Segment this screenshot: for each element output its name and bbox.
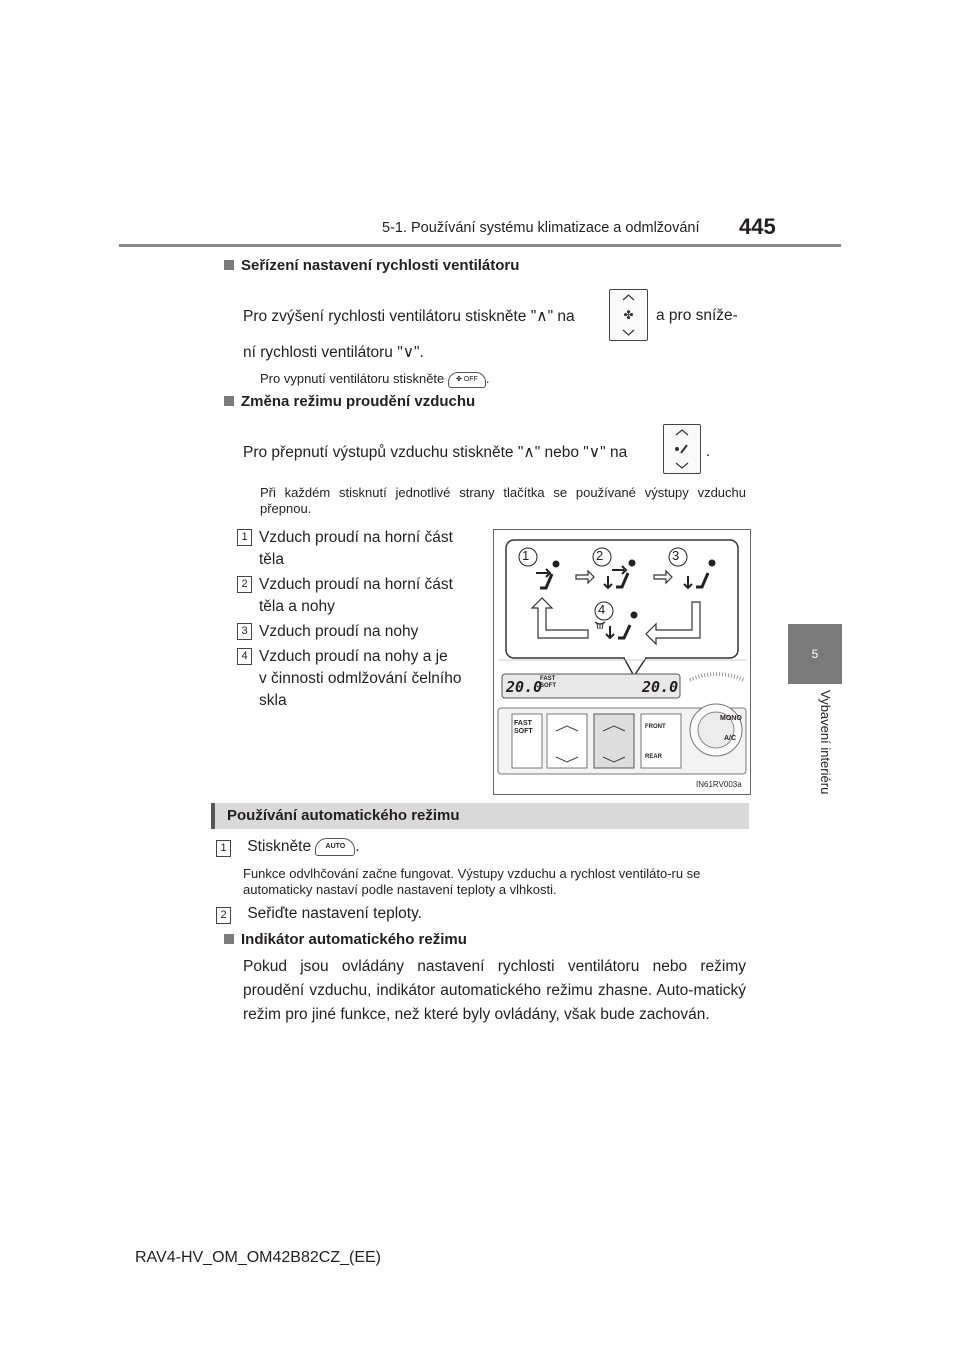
- fan-off-button-icon: ✤ OFF: [448, 372, 486, 388]
- step-number: 2: [216, 907, 231, 924]
- mode-item: 3 Vzduch proudí na nohy: [237, 621, 487, 643]
- airflow-line: Pro přepnutí výstupů vzduchu stiskněte "∧" nebo "∨" na: [243, 444, 628, 461]
- temp-left-display: 20.0: [506, 678, 543, 696]
- callout-2: 2: [596, 548, 604, 563]
- auto-button-icon: AUTO: [315, 838, 355, 856]
- fan-button-icon: [609, 289, 648, 341]
- airflow-button-icon: [663, 424, 701, 474]
- step-2: 2 Seřiďte nastavení teploty.: [216, 905, 422, 924]
- square-bullet-icon: [224, 396, 234, 406]
- fan-speed-line1-end: a pro sníže-: [656, 307, 738, 324]
- auto-indicator-text: Pokud jsou ovládány nastavení rychlosti ventilátoru nebo režimy proudění vzduchu, indikátor automatického režimu zhasne. Auto-matický režim pro jiné funkce, než které byly ovládány, však bude zachován.: [243, 958, 746, 1023]
- chapter-tab: [788, 624, 842, 684]
- callout-3: 3: [672, 548, 680, 563]
- mode-list: [237, 527, 487, 712]
- page-number: 445: [739, 214, 776, 239]
- chapter-tab-number: 5: [811, 647, 819, 661]
- fast-soft-button: FAST SOFT: [514, 720, 533, 735]
- step-1-note: Funkce odvlhčování začne fungovat. Výstupy vzduchu a rychlost ventiláto-ru se automaticky nastaví podle nastavení teploty a vlhkosti.: [243, 866, 701, 897]
- callout-4: 4: [598, 602, 606, 617]
- auto-mode-section-title: Používání automatického režimu: [211, 803, 749, 829]
- front-defrost-button: FRONT: [645, 724, 666, 730]
- rear-defrost-button: REAR: [645, 754, 663, 760]
- mode-item: 1 Vzduch proudí na horní část těla: [237, 527, 487, 571]
- callout-1: 1: [522, 548, 530, 563]
- fan-off-note: Pro vypnutí ventilátoru stiskněte ✤ OFF .: [260, 371, 490, 386]
- fan-speed-line1: Pro zvýšení rychlosti ventilátoru stiskněte "∧" na: [243, 308, 575, 325]
- chapter-tab-label: Vybavení interiéru: [818, 690, 833, 795]
- mode-item: 4 Vzduch proudí na nohy a je v činnosti odmlžování čelního skla: [237, 646, 487, 712]
- mode-item: 2 Vzduch proudí na horní část těla a nohy: [237, 574, 487, 618]
- manual-code: RAV4-HV_OM_OM42B82CZ_(EE): [135, 1249, 381, 1266]
- ac-button: A/C: [724, 735, 737, 742]
- step-number: 1: [216, 840, 231, 857]
- airflow-note: Při každém stisknutí jednotlivé strany tlačítka se používané výstupy vzduchu přepnou.: [260, 485, 746, 516]
- fan-speed-heading: Seřízení nastavení rychlosti ventilátoru: [224, 257, 519, 274]
- fast-soft-display: FAST SOFT: [540, 676, 556, 689]
- mono-button: MONO: [720, 715, 742, 722]
- temp-right-display: 20.0: [642, 678, 679, 696]
- climate-panel-figure: [493, 529, 751, 795]
- fan-speed-line2: ní rychlosti ventilátoru "∨".: [243, 344, 424, 361]
- square-bullet-icon: [224, 260, 234, 270]
- svg-text:✤: ✤: [623, 308, 634, 322]
- chapter-title: 5-1. Používání systému klimatizace a odmlžování: [382, 220, 700, 236]
- auto-indicator-heading: Indikátor automatického režimu: [224, 931, 467, 948]
- square-bullet-icon: [224, 934, 234, 944]
- header-rule: [119, 244, 841, 247]
- figure-code: IN61RV003a: [696, 780, 742, 789]
- airflow-heading: Změna režimu proudění vzduchu: [224, 393, 475, 410]
- airflow-line-end: .: [706, 443, 711, 460]
- step-1: 1 Stiskněte AUTO .: [216, 838, 360, 857]
